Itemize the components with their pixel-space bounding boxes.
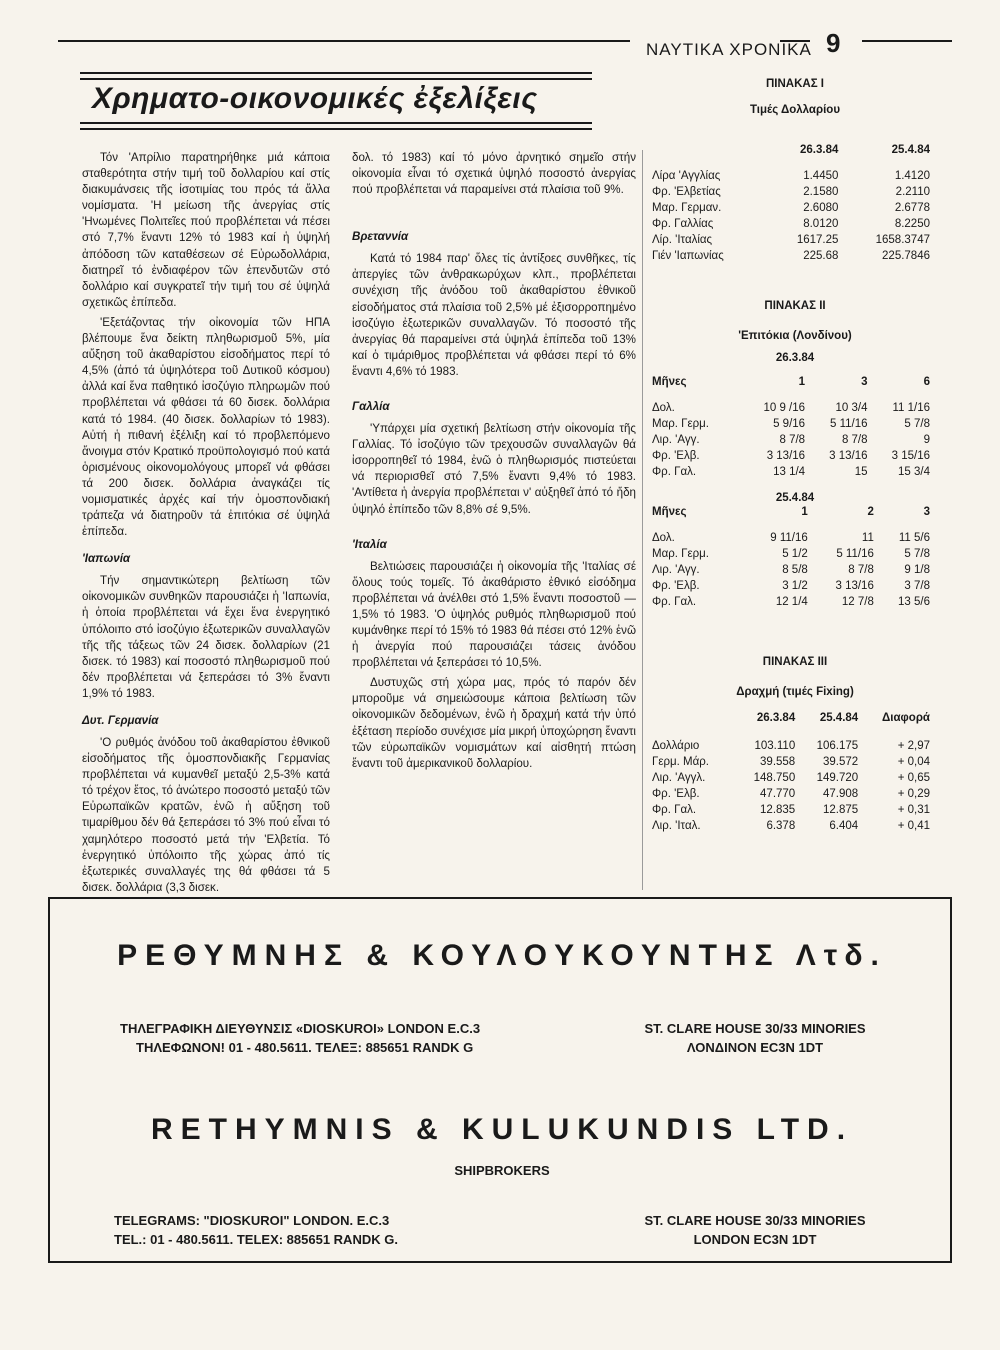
section-title: Χρηματο-οικονομικές ἐξελίξεις — [92, 82, 538, 115]
cell: 47.770 — [760, 788, 796, 800]
table1 — [650, 142, 932, 264]
row-label: Δολ. — [652, 532, 675, 544]
cell: 6.378 — [766, 820, 796, 832]
article-paragraph: Τήν σημαντικώτερη βελτίωση τῶν οἰκονομικῶν συνθηκῶν παρουσιάζει ἡ 'Ιαπωνία, ἡ ὁποία προβλέπεται νά ἔχει ἕνα ἐνεργητικό ὑπόλοιπο στό ἰσοζύγιο ἐξωτερικῶν συναλλαγῶν τῆς τῆς τάξεως τῶν 24 δισεκ. δολλαρίων (21 δισεκ. τό 1983) καί ποσοστό πληθωρισμοῦ πού δέν προβλέπεται νά ξεπεράσει τό 3% ἔναντι 1,9% τό 1983. — [82, 574, 330, 700]
title-rule-bottom-2 — [80, 128, 592, 130]
cell: 2.1580 — [803, 186, 839, 198]
cell: 6.404 — [829, 820, 859, 832]
row-label: Φρ. Γαλ. — [652, 466, 697, 478]
cell: 9 11/16 — [770, 532, 808, 544]
table-row — [650, 738, 932, 754]
table-row — [650, 530, 932, 546]
cell: 47.908 — [823, 788, 859, 800]
table-row — [650, 248, 932, 264]
col-header: 1 — [798, 376, 806, 388]
table-row — [650, 770, 932, 786]
table-header-row — [650, 504, 932, 520]
cell: 12 7/8 — [841, 596, 874, 608]
cell: 5 7/8 — [904, 548, 930, 560]
title-rule-top-2 — [80, 78, 592, 80]
cell: 11 5/6 — [898, 532, 930, 544]
cell: 225.7846 — [882, 250, 930, 262]
cell: 5 9/16 — [773, 418, 806, 430]
table-row — [650, 168, 932, 184]
cell: 2.2110 — [895, 186, 930, 198]
cell: 12 1/4 — [775, 596, 808, 608]
cell: 3 13/16 — [829, 450, 868, 462]
months-label: Μῆνες — [652, 376, 687, 388]
col-header: 3 — [923, 506, 930, 518]
row-label: Μαρ. Γερμ. — [652, 548, 709, 560]
row-label: Φρ. 'Ελβετίας — [652, 186, 721, 198]
cell: + 0,04 — [897, 756, 930, 768]
heading-germany: Δυτ. Γερμανία — [82, 714, 159, 727]
cell: + 0,29 — [897, 788, 930, 800]
cell: 11 1/16 — [892, 402, 930, 414]
ad-english-contact — [114, 1211, 398, 1249]
cell: + 2,97 — [897, 740, 930, 752]
ad-greek-telegram: ΤΗΛΕΓΡΑΦΙΚΗ ΔΙΕΥΘΥΝΣΙΣ «DIOSKUROI» LONDON E.C.3 — [120, 1021, 481, 1036]
cell: 8 7/8 — [779, 434, 806, 446]
cell: 8.0120 — [803, 218, 839, 230]
cell: 10 9 /16 — [763, 402, 806, 414]
cell: 12.835 — [760, 804, 796, 816]
tables-column — [650, 78, 940, 834]
row-label: Λιρ. 'Ιταλ. — [652, 820, 701, 832]
ad-english-address-line-1: ST. CLARE HOUSE 30/33 MINORIES — [644, 1213, 866, 1228]
table1-col-header: 25.4.84 — [891, 144, 930, 156]
cell: 8 7/8 — [841, 434, 868, 446]
row-label: Λιρ. 'Αγγλ. — [652, 772, 706, 784]
row-label: Φρ. Γαλ. — [652, 596, 697, 608]
row-label: Φρ. 'Ελβ. — [652, 788, 700, 800]
table1-subtitle: Τιμές Δολλαρίου — [749, 104, 841, 116]
table-header-row — [650, 374, 932, 390]
article-paragraph: 'Εξετάζοντας τήν οἰκονομία τῶν ΗΠΑ βλέπουμε ἕνα δείκτη πληθωρισμοῦ 5%, μία αὔξηση τοῦ ἀκαθαρίστου εἰσοδήματος περί τό 4,5% (ἀπό τά ὑψηλότερα τοῦ Δυτικοῦ κόσμου) ἀλλά καί ἕνα παθητικό ἰσοζύγιο πληρωμῶν πού προβλέπεται νά φθάσει τά 60 δισεκ. δολλάρια κατά τό 1984. (40 δισεκ. δολλαρίων τό 1983). Αὐτή ἡ πιθανή ἐξέλιξη καί τό προβλεπόμενο ἄνοιγμα στόν Κρατικό προϋπολογισμό πού κατά ὁρισμένους οἰκονομολόγους μπορεῖ νά φθάσει τά 200 δισεκ. δολλάρια ἀναγκάζει τίς νομισματικές ἀρχές καί τήν ὁμοσπονδιακή τράπεζα νά διατηροῦν τά ἐπιτόκια σέ ὑψηλά ἐπίπεδα. — [82, 315, 330, 539]
cell: 1.4450 — [803, 170, 839, 182]
title-rule-top-1 — [80, 72, 592, 74]
cell: 13 5/6 — [898, 596, 930, 608]
table3-title: ΠΙΝΑΚΑΣ ΙΙΙ — [762, 656, 828, 668]
cell: 3 15/16 — [891, 450, 930, 462]
col-header: 26.3.84 — [756, 712, 796, 724]
ad-english-company-name: RETHYMNIS & KULUKUNDIS LTD. — [150, 1113, 854, 1146]
cell: 3 1/2 — [782, 580, 808, 592]
row-label: Λίρ. 'Ιταλίας — [652, 234, 713, 246]
column-separator — [642, 150, 643, 890]
ad-english-phone: TEL.: 01 - 480.5611. TELEX: 885651 RANDK G. — [114, 1232, 398, 1247]
col-header: 6 — [923, 376, 930, 388]
table-row — [650, 432, 932, 448]
row-label: Φρ. Γαλ. — [652, 804, 697, 816]
cell: 1658.3747 — [875, 234, 930, 246]
table-row — [650, 400, 932, 416]
header-rule-right — [862, 40, 952, 42]
cell: 3 7/8 — [904, 580, 930, 592]
col-header: 2 — [867, 506, 874, 518]
cell: 1617.25 — [796, 234, 839, 246]
table3 — [650, 710, 932, 834]
cell: + 0,31 — [897, 804, 930, 816]
heading-japan: 'Ιαπωνία — [82, 552, 131, 566]
col-header: 25.4.84 — [819, 712, 859, 724]
table-row — [650, 448, 932, 464]
table2-block-1 — [650, 374, 932, 480]
row-label: Μαρ. Γερμαν. — [652, 202, 722, 214]
row-label: Λιρ. 'Αγγ. — [652, 434, 700, 446]
table-row — [650, 562, 932, 578]
row-label: Δολ. — [652, 402, 675, 414]
cell: 1.4120 — [894, 170, 930, 182]
cell: 5 11/16 — [836, 548, 874, 560]
table-row — [650, 578, 932, 594]
cell: 39.558 — [760, 756, 796, 768]
cell: 148.750 — [753, 772, 796, 784]
table-header-row — [650, 142, 932, 158]
row-label: Μαρ. Γερμ. — [652, 418, 709, 430]
table1-col-header: 26.3.84 — [800, 144, 839, 156]
cell: 2.6080 — [803, 202, 839, 214]
row-label: Λίρα 'Αγγλίας — [652, 170, 721, 182]
cell: 3 13/16 — [835, 580, 874, 592]
article-paragraph: δολ. τό 1983) καί τό μόνο ἀρνητικό σημεῖο στήν οἰκονομία εἶναι τό σχετικά ὑψηλό ποσοστό ἀνεργίας πού προβλέπεται νά παραμείνει στά πλαίσια τοῦ 9%. — [352, 151, 636, 197]
ad-english-address — [630, 1211, 880, 1249]
header-rule-left — [58, 40, 630, 42]
publication-name: ΝΑΥΤΙΚΑ ΧΡΟΝΙΚΑ — [646, 40, 812, 59]
cell: 10 3/4 — [835, 402, 868, 414]
cell: 5 1/2 — [782, 548, 808, 560]
row-label: Λιρ. 'Αγγ. — [652, 564, 700, 576]
row-label: Δολλάριο — [652, 740, 700, 752]
ad-greek-company-name: ΡΕΘΥΜΝΗΣ & ΚΟΥΛΟΥΚΟΥΝΤΗΣ Λτδ. — [117, 939, 887, 972]
table-row — [650, 200, 932, 216]
col-header: 3 — [861, 376, 868, 388]
table2-date-1: 26.3.84 — [775, 352, 815, 364]
row-label: Φρ. 'Ελβ. — [652, 450, 700, 462]
table2-title: ΠΙΝΑΚΑΣ ΙΙ — [764, 300, 826, 312]
table-row — [650, 786, 932, 802]
heading-france: Γαλλία — [352, 400, 390, 414]
table-row — [650, 818, 932, 834]
cell: 3 13/16 — [766, 450, 806, 462]
article-paragraph: 'Ο ρυθμός ἀνόδου τοῦ ἀκαθαρίστου ἐθνικοῦ εἰσοδήματος τῆς ὁμοσπονδιακῆς Γερμανίας προβλέπεται νά κυμανθεῖ μεταξύ 2,5-3% κατά τό τρέχον ἔτος, τό ἀνώτερο ποσοστό μεταξύ τῶν Εὐρωπαϊκῶν κρατῶν, ἐνῶ ἡ αὔξηση τοῦ τιμαρίθμου δέν θά ξεπεράσει τό 3% πού εἶναι τό χαμηλότερο ποσοστό μετά τήν 'Ελβετία. Τό ἐνεργητικό ὑπόλοιπο τῆς χώρας ἀπό τίς ἐξωτερικές συναλλαγές της θά φθάσει τά 5 δισεκ. δολλάρια (3,3 δισεκ. — [82, 736, 330, 894]
advertisement-box — [48, 897, 952, 1263]
cell: 15 — [854, 466, 868, 478]
cell: 149.720 — [816, 772, 859, 784]
cell: + 0,65 — [897, 772, 930, 784]
article-column-2 — [352, 150, 636, 776]
table-row — [650, 546, 932, 562]
cell: 11 — [861, 532, 874, 544]
table2-block-2 — [650, 504, 932, 610]
table2-subtitle: 'Επιτόκια (Λονδίνου) — [738, 330, 852, 342]
table-row — [650, 594, 932, 610]
row-label: Γερμ. Μάρ. — [652, 756, 709, 768]
cell: 106.175 — [816, 740, 859, 752]
row-label: Φρ. Γαλλίας — [652, 218, 714, 230]
table-row — [650, 802, 932, 818]
table1-title: ΠΙΝΑΚΑΣ Ι — [765, 78, 824, 90]
table-row — [650, 184, 932, 200]
cell: 8 5/8 — [782, 564, 808, 576]
col-header: Διαφορά — [882, 712, 930, 724]
cell: 9 — [923, 434, 930, 446]
table-row — [650, 416, 932, 432]
cell: + 0,41 — [897, 820, 930, 832]
article-paragraph: Κατά τό 1984 παρ' ὅλες τίς ἀντίξοες συνθῆκες, τίς ἀπεργίες τῶν ἀνθρακωρύχων κλπ., προβλέπεται συνέχιση τῆς ἀνόδου τοῦ ἀκαθαρίστου ἐθνικοῦ εἰσοδήματος στά πλαίσια τοῦ 2,5% μέ ἐξισορροπημένο ἰσοζύγιο ἐξωτερικῶν συναλλαγῶν. Τό ποσοστό τῆς ἀνεργίας θά παραμείνει στά ὑψηλά ἐπίπεδα τοῦ 13% καί ὁ τιμάριθμος προβλέπεται νά φθάσει περί τό 6% ἔναντι 4,6% τό 1983. — [352, 252, 636, 378]
ad-english-address-line-2: LONDON EC3N 1DT — [693, 1232, 817, 1247]
ad-tagline: SHIPBROKERS — [454, 1163, 550, 1178]
table-row — [650, 464, 932, 480]
ad-greek-address-line-1: ST. CLARE HOUSE 30/33 MINORIES — [644, 1021, 866, 1036]
table-header-row — [650, 710, 932, 726]
cell: 5 7/8 — [904, 418, 930, 430]
table-row — [650, 754, 932, 770]
ad-greek-contact — [120, 1019, 480, 1057]
months-label: Μῆνες — [652, 506, 687, 518]
ad-greek-address-line-2: ΛΟΝΔΙΝΟΝ EC3N 1DT — [686, 1040, 824, 1055]
heading-italy: 'Ιταλία — [352, 537, 387, 551]
cell: 39.572 — [823, 756, 859, 768]
ad-greek-phone: ΤΗΛΕΦΩΝΟΝ! 01 - 480.5611. ΤΕΛΕΞ: 885651 RANDK G — [136, 1040, 474, 1055]
ad-greek-address — [630, 1019, 880, 1057]
article-paragraph: Δυστυχῶς στή χώρα μας, πρός τό παρόν δέν μποροῦμε νά σημειώσουμε κάποια βελτίωση τῶν οἰκονομικῶν δεδομένων, ἐνῶ ἡ δραχμή κατά τήν ὑπό ἐξέταση περίοδο συνέχισε μία μικρή ὑποχώρηση ἔναντι τῶν εὐρωπαϊκῶν νομισμάτων καί αἰσθητή πτώση ἔναντι τοῦ ἀμερικανικοῦ δολλαρίου. — [352, 676, 636, 770]
cell: 9 1/8 — [904, 564, 930, 576]
cell: 225.68 — [803, 250, 839, 262]
cell: 103.110 — [754, 740, 796, 752]
cell: 5 11/16 — [830, 418, 868, 430]
article-column-1 — [82, 150, 330, 900]
row-label: Γιέν 'Ιαπωνίας — [652, 250, 724, 262]
cell: 15 3/4 — [898, 466, 930, 478]
row-label: Φρ. 'Ελβ. — [652, 580, 700, 592]
table-row — [650, 232, 932, 248]
table-row — [650, 216, 932, 232]
article-paragraph: Βελτιώσεις παρουσιάζει ἡ οἰκονομία τῆς 'Ιταλίας σέ ὅλους τούς τομεῖς. Τό ἀκαθάριστο ἐθνικό εἰσόδημα προβλέπεται νά ἀνέλθει στό 1,5% ἔναντι ποσοστοῦ —1,5% τό 1983. 'Ο ὑψηλός ρυθμός πληθωρισμοῦ πού κυμάνθηκε περί τό 15% τό 1983 θά πέσει στό 12% ἐνῶ ἡ ἀνεργία πού παρουσιάζει τάσεις ἀνόδου προβλέπεται νά ξεπεράσει τό 10,5%. — [352, 559, 636, 670]
cell: 12.875 — [823, 804, 859, 816]
cell: 8.2250 — [894, 218, 930, 230]
cell: 13 1/4 — [773, 466, 806, 478]
article-paragraph: 'Υπάρχει μία σχετική βελτίωση στήν οἰκονομία τῆς Γαλλίας. Τό ἰσοζύγιο τῶν τρεχουσῶν συναλλαγῶν θά ἰσορροπηθεῖ τό 1984, ἐνῶ ὁ πληθωρισμός πιστεύεται νά περιορισθεῖ στό 7,5% ἔναντι 9,4% τό 1983. 'Αντίθετα ἡ ἀνεργία προβλέπεται ν' αὐξηθεῖ ἀπό τό ἤδη ὑψηλό ἐπίπεδο τῶν 8,8% σέ 9,5%. — [352, 422, 636, 516]
page-number: 9 — [826, 28, 841, 58]
title-rule-bottom-1 — [80, 122, 592, 124]
ad-english-telegram: TELEGRAMS: "DIOSKUROI" LONDON. E.C.3 — [114, 1213, 390, 1228]
cell: 2.6778 — [894, 202, 930, 214]
col-header: 1 — [801, 506, 808, 518]
cell: 8 7/8 — [848, 564, 874, 576]
table2-date-2: 25.4.84 — [775, 492, 815, 504]
article-paragraph: Τόν 'Απρίλιο παρατηρήθηκε μιά κάποια σταθερότητα στήν τιμή τοῦ δολλαρίου καί στίς διακυμάνσεις τῆς ἰσοτιμίας του πρός τά ἄλλα νομίσματα. 'Η μείωση τῆς ἀνεργίας στίς 'Ηνωμένες Πολιτεῖες πού προβλέπεται νά πέσει στό 7,7% ἔναντι 12% τό 1983 καί ἡ ὑψηλή ἀπόδοση τῶν καταθέσεων σέ Εὐρωδολλάρια, διατηρεῖ τό ἐνδιαφέρον τῶν ἐπενδυτῶν στό δολλάριο καί συγκρατεῖ τήν τιμή του σέ ὑψηλά σχετικῶς ἐπίπεδα. — [82, 151, 330, 309]
table3-subtitle: Δραχμή (τιμές Fixing) — [736, 686, 854, 698]
heading-britain: Βρεταννία — [352, 230, 409, 244]
